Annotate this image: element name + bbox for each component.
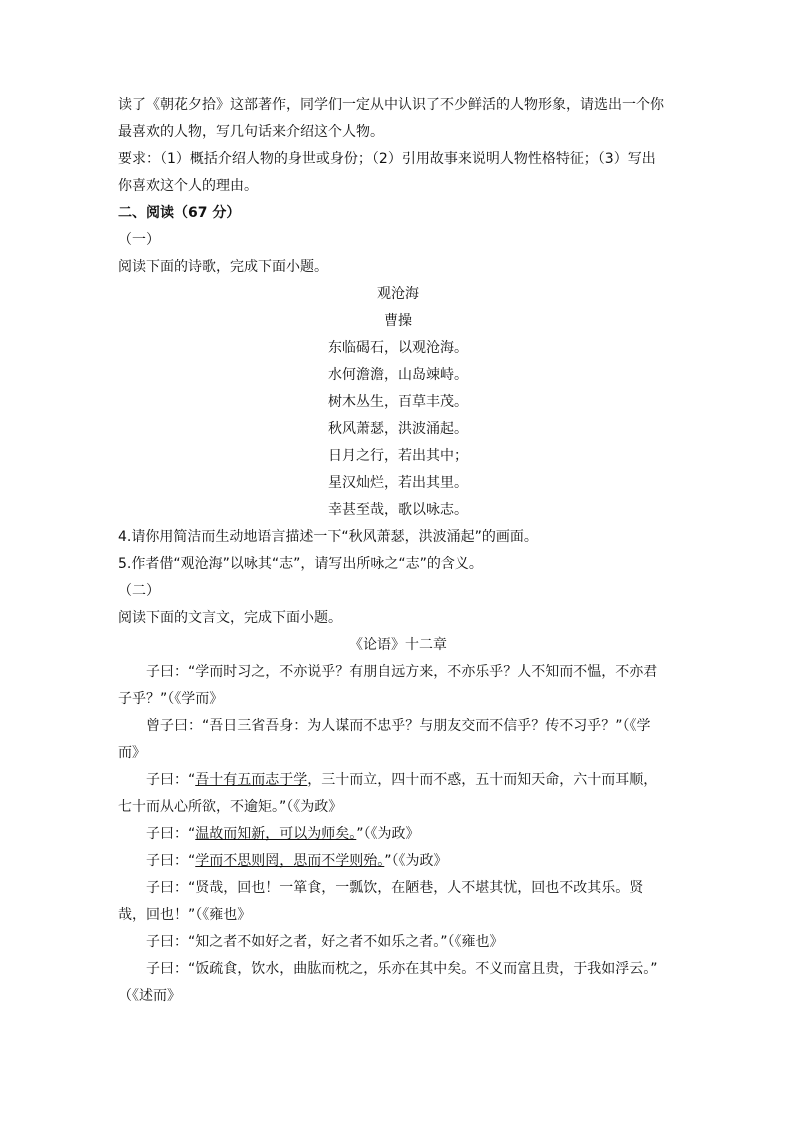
para-5-prefix: 子曰：“ xyxy=(146,853,196,869)
part-label-1: （一） xyxy=(118,232,160,248)
poem xyxy=(118,281,678,524)
underlined-phrase: 吾十有五而志于学 xyxy=(195,772,308,788)
document-page xyxy=(118,92,678,1010)
para-5-rest: ”（《为政》 xyxy=(384,853,448,869)
analects-para-2b: 而》 xyxy=(118,745,146,761)
poem-line: 日月之行，若出其中； xyxy=(328,448,468,464)
requirement-line-2: 你喜欢这个人的理由。 xyxy=(118,178,258,194)
intro-line-2: 最喜欢的人物，写几句话来介绍这个人物。 xyxy=(118,124,384,140)
analects-para-7: 子曰：“知之者不如好之者，好之者不如乐之者。”（《雍也》 xyxy=(146,934,504,950)
requirement-line-1: 要求：（1）概括介绍人物的身世或身份；（2）引用故事来说明人物性格特征；（3）写出 xyxy=(118,151,656,167)
analects-para-4 xyxy=(118,821,678,848)
analects-para-3b: 七十而从心所欲，不逾矩。”（《为政》 xyxy=(118,799,343,815)
analects-para-2a: 曾子曰：“吾日三省吾身：为人谋而不忠乎？与朋友交而不信乎？传不习乎？”（《学 xyxy=(146,718,651,734)
question-4: 4.请你用简洁而生动地语言描述一下“秋风萧瑟，洪波涌起”的画面。 xyxy=(118,529,538,545)
para-4-prefix: 子曰：“ xyxy=(146,826,196,842)
underlined-phrase: 温故而知新，可以为师矣。 xyxy=(195,826,357,842)
poem-author: 曹操 xyxy=(384,313,412,329)
analects-para-5 xyxy=(118,848,678,875)
poem-line: 星汉灿烂，若出其里。 xyxy=(328,475,468,491)
para-3-rest: ，三十而立，四十而不惑，五十而知天命，六十而耳顺， xyxy=(307,772,658,788)
underlined-phrase: 学而不思则罔，思而不学则殆。 xyxy=(195,853,385,869)
analects-para-1a: 子曰：“学而时习之，不亦说乎？有朋自远方来，不亦乐乎？人不知而不愠，不亦君 xyxy=(146,664,658,680)
poem-line: 东临碣石，以观沧海。 xyxy=(328,340,468,356)
analects-para-6a: 子曰：“贤哉，回也！一箪食，一瓢饮，在陋巷，人不堪其忧，回也不改其乐。贤 xyxy=(146,880,644,896)
question-5: 5.作者借“观沧海”以咏其“志”，请写出所咏之“志”的含义。 xyxy=(118,556,483,572)
part-label-2: （二） xyxy=(118,583,160,599)
classical-text-title: 《论语》十二章 xyxy=(349,637,447,653)
para-4-rest: ”（《为政》 xyxy=(356,826,420,842)
part1-instruction: 阅读下面的诗歌，完成下面小题。 xyxy=(118,259,328,275)
para-3-prefix: 子曰：“ xyxy=(146,772,196,788)
intro-line-1: 读了《朝花夕拾》这部著作，同学们一定从中认识了不少鲜活的人物形象，请选出一个你 xyxy=(118,97,664,113)
analects-para-8b: （《述而》 xyxy=(118,988,181,1004)
analects-para-6b: 哉，回也！”（《雍也》 xyxy=(118,907,252,923)
poem-line: 幸甚至哉，歌以咏志。 xyxy=(328,502,468,518)
poem-title: 观沧海 xyxy=(377,286,419,302)
part2-instruction: 阅读下面的文言文，完成下面小题。 xyxy=(118,610,342,626)
poem-line: 水何澹澹，山岛竦峙。 xyxy=(328,367,468,383)
poem-line: 树木丛生，百草丰茂。 xyxy=(328,394,468,410)
section-heading: 二、阅读（67 分） xyxy=(118,205,241,221)
analects-para-8a: 子曰：“饭疏食，饮水，曲肱而枕之，乐亦在其中矣。不义而富且贵，于我如浮云。” xyxy=(146,961,658,977)
analects-para-1b: 子乎？”（《学而》 xyxy=(118,691,224,707)
analects-para-3a xyxy=(118,767,678,794)
poem-line: 秋风萧瑟，洪波涌起。 xyxy=(328,421,468,437)
